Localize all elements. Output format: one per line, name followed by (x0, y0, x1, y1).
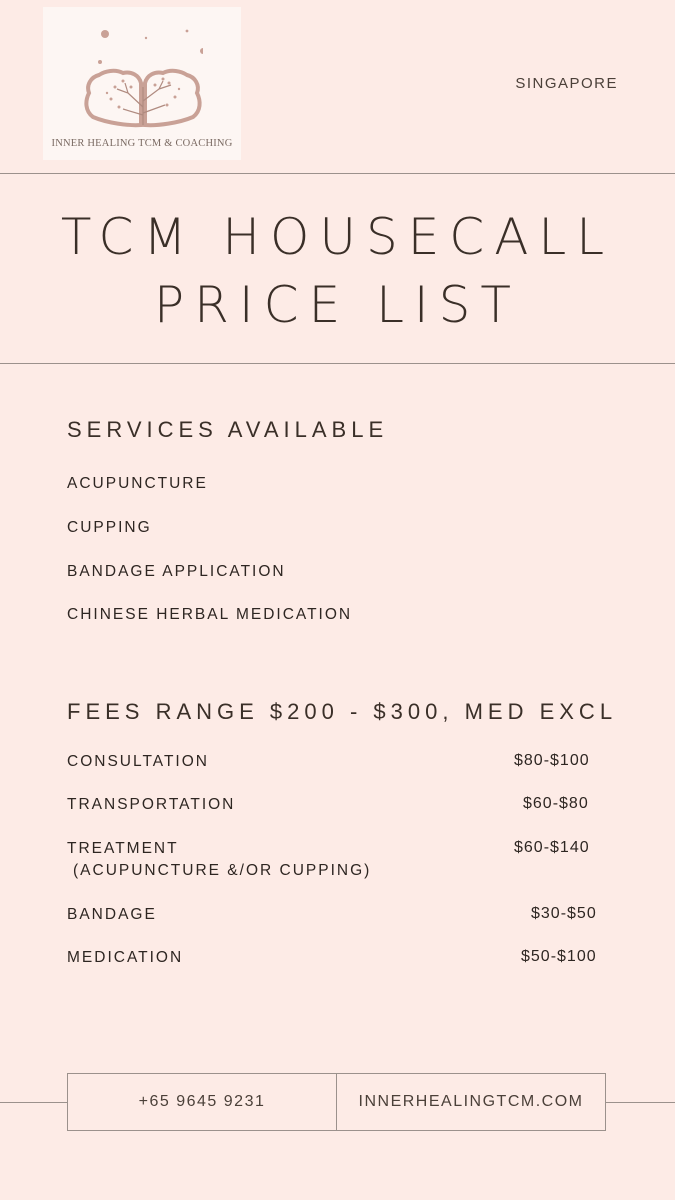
page-title-line-1: TCM HOUSECALL (60, 208, 615, 266)
fee-price: $50-$100 (521, 948, 597, 965)
divider-title (0, 363, 675, 364)
service-item: ACUPUNCTURE (67, 475, 208, 492)
footer-line-left (0, 1102, 67, 1103)
fee-label: MEDICATION (67, 949, 184, 966)
fee-price: $30-$50 (531, 905, 597, 922)
logo-text: INNER HEALING TCM & COACHING (51, 138, 233, 149)
fees-heading: FEES RANGE $200 - $300, MED EXCL (67, 699, 618, 724)
service-item: CUPPING (67, 519, 152, 536)
page-title-line-2: PRICE LIST (154, 276, 521, 334)
location-label: SINGAPORE (515, 75, 618, 92)
phone-number[interactable]: +65 9645 9231 (68, 1074, 337, 1130)
fee-price: $60-$80 (523, 795, 589, 812)
website-link[interactable]: INNERHEALINGTCM.COM (358, 1093, 584, 1110)
brain-tree-icon (83, 27, 203, 132)
fee-price: $80-$100 (514, 752, 590, 769)
footer-line-right (606, 1102, 675, 1103)
service-item: CHINESE HERBAL MEDICATION (67, 606, 353, 623)
fee-label: TREATMENT (67, 840, 179, 857)
divider-top (0, 173, 675, 174)
service-item: BANDAGE APPLICATION (67, 563, 286, 580)
fee-sublabel: (ACUPUNCTURE &/OR CUPPING) (73, 862, 372, 879)
contact-box (67, 1073, 606, 1131)
fee-price: $60-$140 (514, 839, 590, 856)
fee-label: BANDAGE (67, 906, 157, 923)
fee-label: CONSULTATION (67, 753, 209, 770)
services-heading: SERVICES AVAILABLE (67, 417, 389, 442)
fee-label: TRANSPORTATION (67, 796, 236, 813)
logo (43, 7, 241, 160)
